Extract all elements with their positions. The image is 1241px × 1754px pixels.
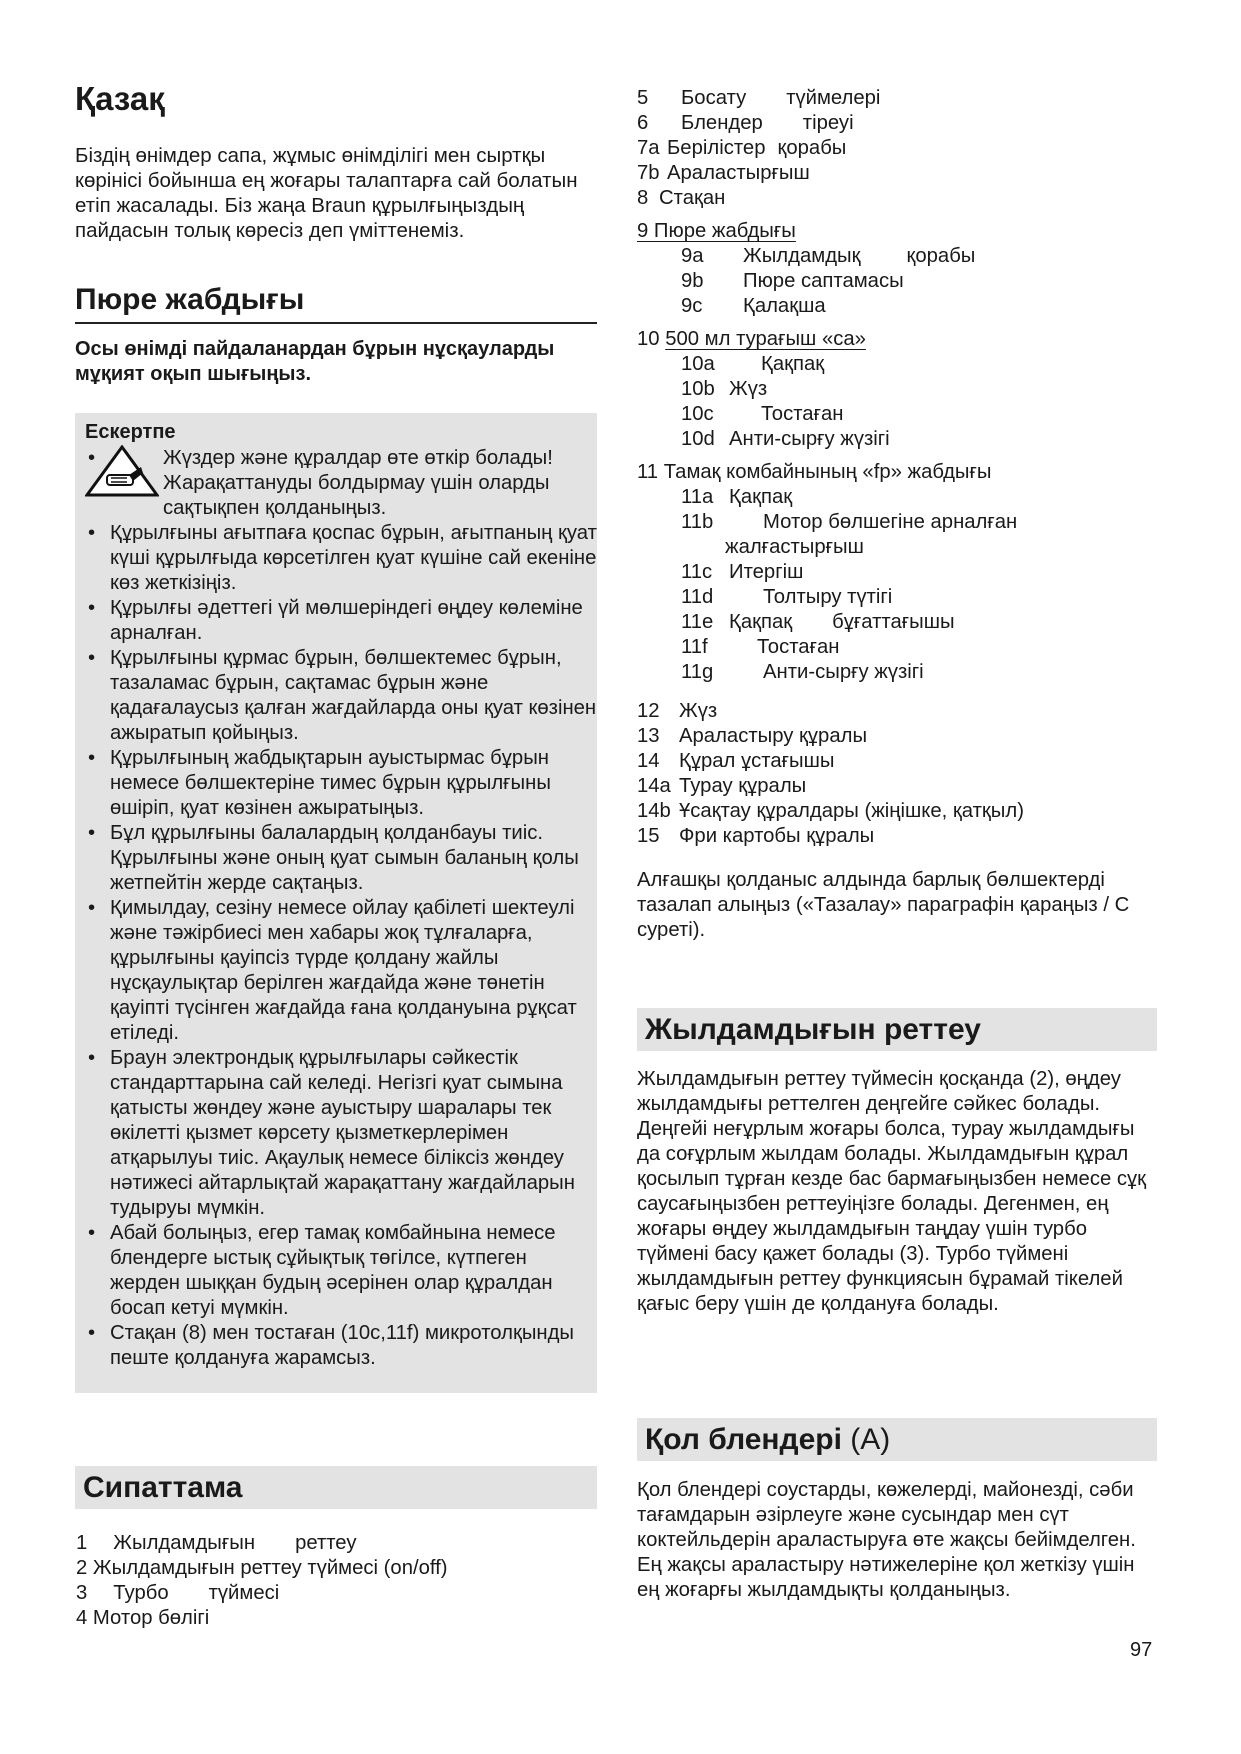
list-item: [637, 294, 1157, 319]
speed-control-title: Жылдамдығын реттеу: [637, 1008, 1157, 1051]
warning-list: [85, 446, 597, 1371]
section-divider: [75, 322, 597, 324]
page-number: 97: [1130, 1639, 1153, 1661]
item-label: Берілістер: [667, 137, 766, 159]
item-label: Итергіш: [729, 561, 804, 583]
warning-box: [75, 413, 597, 1393]
list-item: [637, 402, 1157, 427]
warning-item-text: Стақан (8) мен тостаған (10c,11f) микротолқынды пеште қолдануға жарамсыз.: [110, 1322, 575, 1369]
item-label: реттеу: [295, 1532, 357, 1554]
item-label: Тостаған: [757, 636, 840, 658]
item-label: Мотор бөлігі: [92, 1607, 210, 1629]
item-label: Жүз: [679, 700, 718, 722]
item-number: 5: [637, 87, 649, 109]
item-number: 10a: [681, 353, 715, 375]
list-item: [637, 86, 1157, 111]
item-number: 11e: [681, 611, 714, 633]
item-label: Блендер: [681, 112, 763, 134]
item-number: 14b: [637, 800, 671, 822]
warning-item: [85, 1321, 597, 1371]
bullet: •: [88, 1322, 96, 1344]
list-item: [637, 377, 1157, 402]
item-label: Анти-сырғу жүзігі: [763, 661, 924, 683]
item-number: 1: [76, 1532, 88, 1554]
bullet: •: [88, 647, 96, 669]
bullet: •: [88, 897, 96, 919]
item-label: Қақпақ: [729, 611, 793, 633]
item-number: 10b: [681, 378, 715, 400]
list-item: [637, 244, 1157, 269]
list-item: [637, 585, 1157, 610]
bullet: •: [88, 1222, 96, 1244]
item-label: Ұсақтау құралдары (жіңішке, қатқыл): [679, 800, 1024, 822]
item-number: 13: [637, 725, 660, 747]
item-number: 11g: [681, 661, 714, 683]
item-label: Жылдамдығын: [113, 1532, 256, 1554]
item-number: 2: [76, 1557, 88, 1579]
list-item: [76, 1556, 596, 1581]
item-label: Жылдамдық: [743, 245, 861, 267]
item-label: жалғастырғыш: [725, 536, 864, 558]
bullet: •: [88, 522, 96, 544]
group-heading: [637, 219, 1157, 244]
description-title: Сипаттама: [75, 1466, 597, 1509]
intro-paragraph: Біздің өнімдер сапа, жұмыс өнімділігі мен сыртқы көрінісі бойынша ең жоғары талаптарға сай болатын етіп жасалады. Біз жаңа Braun құрылғыңыздың пайдасын толық көресіз деп үміттенеміз.: [75, 144, 578, 242]
item-number: 10: [637, 328, 660, 350]
item-number: 7b: [637, 162, 660, 184]
item-number: 11b: [681, 511, 714, 533]
group-heading: [637, 327, 1157, 352]
list-item: [76, 1606, 596, 1631]
bullet: •: [88, 1047, 96, 1069]
parts-group-9: [637, 219, 1157, 319]
bullet: •: [88, 597, 96, 619]
item-number: 11a: [681, 486, 714, 508]
item-number: 10c: [681, 403, 714, 425]
warning-item-text: Жүздер және құралдар өте өткір болады! Жарақаттануды болдырмау үшін оларды сақтықпен қолданыңыз.: [163, 447, 553, 519]
warning-item: [85, 446, 597, 521]
list-item: [637, 660, 1157, 685]
list-item: [637, 749, 1157, 774]
warning-item-text: Құрылғы әдеттегі үй мөлшеріндегі өңдеу көлеміне арналған.: [110, 597, 583, 644]
list-item: [637, 824, 1157, 849]
list-item: [637, 269, 1157, 294]
group-heading-text: 500 мл турағыш «са»: [665, 328, 866, 350]
bullet: •: [88, 747, 96, 769]
warning-item: [85, 896, 597, 1046]
list-item: [637, 724, 1157, 749]
bullet: •: [88, 447, 96, 469]
list-item: [76, 1531, 596, 1556]
item-number: 11d: [681, 586, 714, 608]
sharp-blade-warning-icon: [85, 445, 159, 497]
warning-item: [85, 646, 597, 746]
item-number: 12: [637, 700, 660, 722]
group-heading: [637, 460, 1157, 485]
list-item: [637, 799, 1157, 824]
list-item: [637, 161, 1157, 186]
item-label: Жылдамдығын реттеу түймесі (on/off): [92, 1557, 448, 1579]
item-number: 4: [76, 1607, 88, 1629]
item-label: Қалақша: [743, 295, 826, 317]
hand-blender-title: [637, 1418, 1157, 1461]
item-label: тіреуі: [802, 112, 854, 134]
warning-item-text: Абай болыңыз, егер тамақ комбайнына немесе блендерге ыстық сұйықтық төгілсе, күтпеген жерден шыққан будың әсерінен олар құралдан босап кетуі мүмкін.: [110, 1222, 556, 1319]
item-label: Стақан: [659, 187, 726, 209]
warning-title: Ескертпе: [85, 421, 176, 443]
item-number: 14a: [637, 775, 671, 797]
speed-control-text: Жылдамдығын реттеу түймесін қосқанда (2), өңдеу жылдамдығы реттелген деңгейге сәйкес болады. Деңгейі неғұрлым жоғары болса, турау жылдамдығы да соғұрлым жылдам болады. Жылдамдығын құрал қосылып тұрған кезде бас бармағыңызбен немесе сұқ саусағыңызбен реттеуіңізге болады. Дегенмен, ең жоғары өңдеу жылдамдығын таңдау үшін турбо түймені басу қажет болады (3). Турбо түймені жылдамдығын реттеу функциясын бұрамай тікелей қағыс беру үшін де қолдануға болады.: [637, 1068, 1147, 1315]
item-number: 9b: [681, 270, 704, 292]
list-item: [76, 1581, 596, 1606]
item-label: Турау құралы: [679, 775, 807, 797]
item-label: Анти-сырғу жүзігі: [729, 428, 890, 450]
item-label: қорабы: [906, 245, 976, 267]
warning-item-text: Қимылдау, сезіну немесе ойлау қабілеті шектеулі және тәжірбиесі мен хабары жоқ тұлғаларға, құрылғыны қауіпсіз түрде қолдану жайлы нұсқаулықтар берілген жағдайда және төнетін қауіпті түсінген жағдайда ғана қолдануына рұқсат етіледі.: [110, 897, 577, 1044]
list-item: [637, 635, 1157, 660]
item-label: Пюре саптамасы: [743, 270, 904, 292]
item-number: 14: [637, 750, 660, 772]
list-item: [637, 186, 1157, 211]
warning-item-text: Браун электрондық құрылғылары сәйкестік стандарттарына сай келеді. Негізгі қуат сымына қатысты жөндеу және ауыстыру шаралары тек өкілетті қызмет көрсету қызметкерлерімен атқарылуы тиіс. Ақаулық немесе біліксіз жөндеу нәтижесі айтарлықтай жарақаттану жағдайларын тудыруы мүмкін.: [110, 1047, 575, 1219]
warning-item-text: Бұл құрылғыны балалардың қолданбауы тиіс. Құрылғыны және оның қуат сымын баланың қолы жетпейтін жерде сақтаңыз.: [110, 822, 579, 894]
warning-item: [85, 596, 597, 646]
parts-list: [637, 86, 1157, 849]
list-item: [637, 774, 1157, 799]
group-heading-text: 11 Тамақ комбайнының «fp» жабдығы: [637, 461, 992, 483]
parts-group-10: [637, 327, 1157, 452]
list-item: [637, 136, 1157, 161]
item-label: Фри картобы құралы: [679, 825, 875, 847]
item-number: 6: [637, 112, 649, 134]
item-label: Қақпақ: [729, 486, 793, 508]
description-list: [76, 1531, 596, 1631]
item-number: 10d: [681, 428, 715, 450]
warning-item: [85, 746, 597, 821]
list-item: [637, 111, 1157, 136]
item-label: Тостаған: [761, 403, 844, 425]
item-number: 3: [76, 1582, 88, 1604]
parts-list-b: [637, 699, 1157, 849]
warning-item: [85, 821, 597, 896]
list-item: [637, 427, 1157, 452]
item-label: қорабы: [777, 137, 847, 159]
item-label: Құрал ұстағышы: [679, 750, 835, 772]
list-item: [637, 485, 1157, 510]
item-label: Араластыру құралы: [679, 725, 868, 747]
hand-blender-text: Қол блендері соустарды, көжелерді, майонезді, сәби тағамдарын әзірлеуге және сусындар мен сүт коктейльдерін араластыруға өте жақсы бейімделген. Ең жақсы араластыру нәтижелеріне қол жеткізу үшін ең жоғарғы жылдамдықты қолданыңыз.: [637, 1479, 1136, 1601]
parts-list-a: [637, 86, 1157, 211]
parts-group-11: [637, 460, 1157, 685]
first-use-notice: Алғашқы қолданыс алдында барлық бөлшектерді тазалап алыңыз («Тазалау» параграфін қараңыз / С суреті).: [637, 869, 1130, 941]
item-label: Толтыру түтігі: [763, 586, 893, 608]
item-label: Араластырғыш: [667, 162, 810, 184]
warning-item: [85, 521, 597, 596]
item-label: түймесі: [208, 1582, 280, 1604]
item-number: 8: [637, 187, 649, 209]
bullet: •: [88, 822, 96, 844]
item-number: 9a: [681, 245, 704, 267]
item-number: 9c: [681, 295, 703, 317]
item-label: Қақпақ: [761, 353, 825, 375]
item-label: Мотор бөлшегіне арналған: [763, 511, 1018, 533]
list-item: [637, 535, 1157, 560]
warning-item: [85, 1221, 597, 1321]
item-label: бұғаттағышы: [832, 611, 955, 633]
language-title: Қазақ: [75, 80, 165, 117]
item-number: 11c: [681, 561, 713, 583]
section-title: Пюре жабдығы: [75, 283, 305, 316]
hand-blender-title-text: Қол блендері: [645, 1423, 842, 1456]
item-label: Жүз: [729, 378, 768, 400]
item-label: Турбо: [113, 1582, 169, 1604]
item-number: 7a: [637, 137, 660, 159]
item-label: Босату: [681, 87, 747, 109]
item-number: 15: [637, 825, 660, 847]
read-instructions-note: Осы өнімді пайдаланардан бұрын нұсқауларды мұқият оқып шығыңыз.: [75, 338, 555, 385]
list-item: [637, 510, 1157, 535]
item-label: түймелері: [786, 87, 881, 109]
warning-item-text: Құрылғыны ағытпаға қоспас бұрын, ағытпаның қуат күші құрылғыда көрсетілген қуат күшіне сай екеніне көз жеткізіңіз.: [110, 522, 597, 594]
list-item: [637, 560, 1157, 585]
group-heading-text: 9 Пюре жабдығы: [637, 220, 796, 242]
list-item: [637, 699, 1157, 724]
warning-item: [85, 1046, 597, 1221]
list-item: [637, 352, 1157, 377]
item-number: 11f: [681, 636, 708, 658]
list-item: [637, 610, 1157, 635]
warning-item-text: Құрылғыны құрмас бұрын, бөлшектемес бұрын, тазаламас бұрын, сақтамас бұрын және қадағалаусыз қалған жағдайларда оны қуат көзінен ажыратып қойыңыз.: [110, 647, 597, 744]
hand-blender-title-suffix: (A): [850, 1423, 891, 1456]
warning-item-text: Құрылғының жабдықтарын ауыстырмас бұрын немесе бөлшектеріне тимес бұрын құрылғыны өшіріп, қуат көзінен ажыратыңыз.: [110, 747, 551, 819]
